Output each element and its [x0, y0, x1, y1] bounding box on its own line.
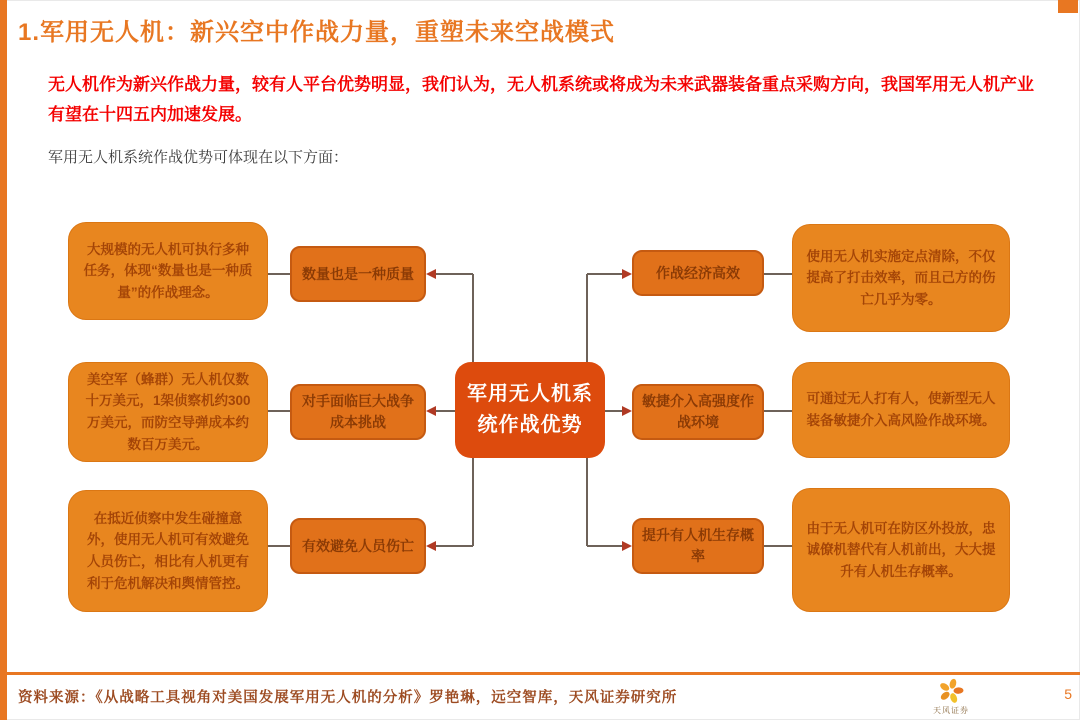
right-summary-box-3: 提升有人机生存概率: [632, 518, 764, 574]
highlight-paragraph: 无人机作为新兴作战力量，较有人平台优势明显，我们认为，无人机系统或将成为未来武器装备重点采购方向，我国军用无人机产业有望在十四五内加速发展。: [48, 75, 1034, 124]
connector-line: [436, 545, 473, 547]
connector-trunk-right-top: [586, 274, 588, 362]
arrowhead-icon: [426, 541, 436, 551]
connector-line: [268, 545, 290, 547]
connector-line: [268, 410, 290, 412]
source-citation: 资料来源：《从战略工具视角对美国发展军用无人机的分析》罗艳琳，远空智库，天风证券研究所: [18, 690, 678, 706]
left-accent-bar: [0, 0, 7, 720]
connector-line: [587, 545, 622, 547]
connector-line: [436, 273, 473, 275]
page-number: 5: [1064, 686, 1072, 702]
arrowhead-icon: [426, 406, 436, 416]
slide-title: 1.军用无人机：新兴空中作战力量，重塑未来空战模式: [18, 19, 616, 46]
left-summary-box-2: 对手面临巨大战争成本挑战: [290, 384, 426, 440]
connector-line: [436, 410, 455, 412]
right-summary-box-2: 敏捷介入高强度作战环境: [632, 384, 764, 440]
right-detail-box-3: 由于无人机可在防区外投放，忠诚僚机替代有人机前出，大大提升有人机生存概率。: [792, 488, 1010, 612]
intro-text: 军用无人机系统作战优势可体现在以下方面：: [48, 149, 349, 166]
arrowhead-icon: [622, 541, 632, 551]
connector-line: [268, 273, 290, 275]
logo-text: 天风证券: [933, 706, 969, 715]
connector-line: [605, 410, 622, 412]
arrowhead-icon: [622, 269, 632, 279]
center-node: 军用无人机系统作战优势: [455, 362, 605, 458]
right-detail-box-2: 可通过无人打有人，使新型无人装备敏捷介入高风险作战环境。: [792, 362, 1010, 458]
connector-trunk-left-bottom: [472, 458, 474, 546]
connector-line: [764, 410, 792, 412]
flower-logo-icon: [938, 678, 964, 704]
left-detail-box-1: 大规模的无人机可执行多种任务，体现“数量也是一种质量”的作战理念。: [68, 222, 268, 320]
top-right-accent-square: [1058, 0, 1078, 13]
brand-logo: [916, 678, 986, 716]
connector-line: [764, 273, 792, 275]
connector-trunk-left-top: [472, 274, 474, 362]
left-detail-box-2: 美空军（蜂群）无人机仅数十万美元，1架侦察机约300万美元，而防空导弹成本约数百万美元。: [68, 362, 268, 462]
connector-line: [587, 273, 622, 275]
connector-line: [764, 545, 792, 547]
connector-trunk-right-bottom: [586, 458, 588, 546]
left-detail-box-3: 在抵近侦察中发生碰撞意外，使用无人机可有效避免人员伤亡，相比有人机更有利于危机解决和舆情管控。: [68, 490, 268, 612]
right-detail-box-1: 使用无人机实施定点清除，不仅提高了打击效率，而且己方的伤亡几乎为零。: [792, 224, 1010, 332]
arrowhead-icon: [622, 406, 632, 416]
left-summary-box-1: 数量也是一种质量: [290, 246, 426, 302]
right-summary-box-1: 作战经济高效: [632, 250, 764, 296]
footer-divider: [0, 672, 1080, 675]
left-summary-box-3: 有效避免人员伤亡: [290, 518, 426, 574]
arrowhead-icon: [426, 269, 436, 279]
